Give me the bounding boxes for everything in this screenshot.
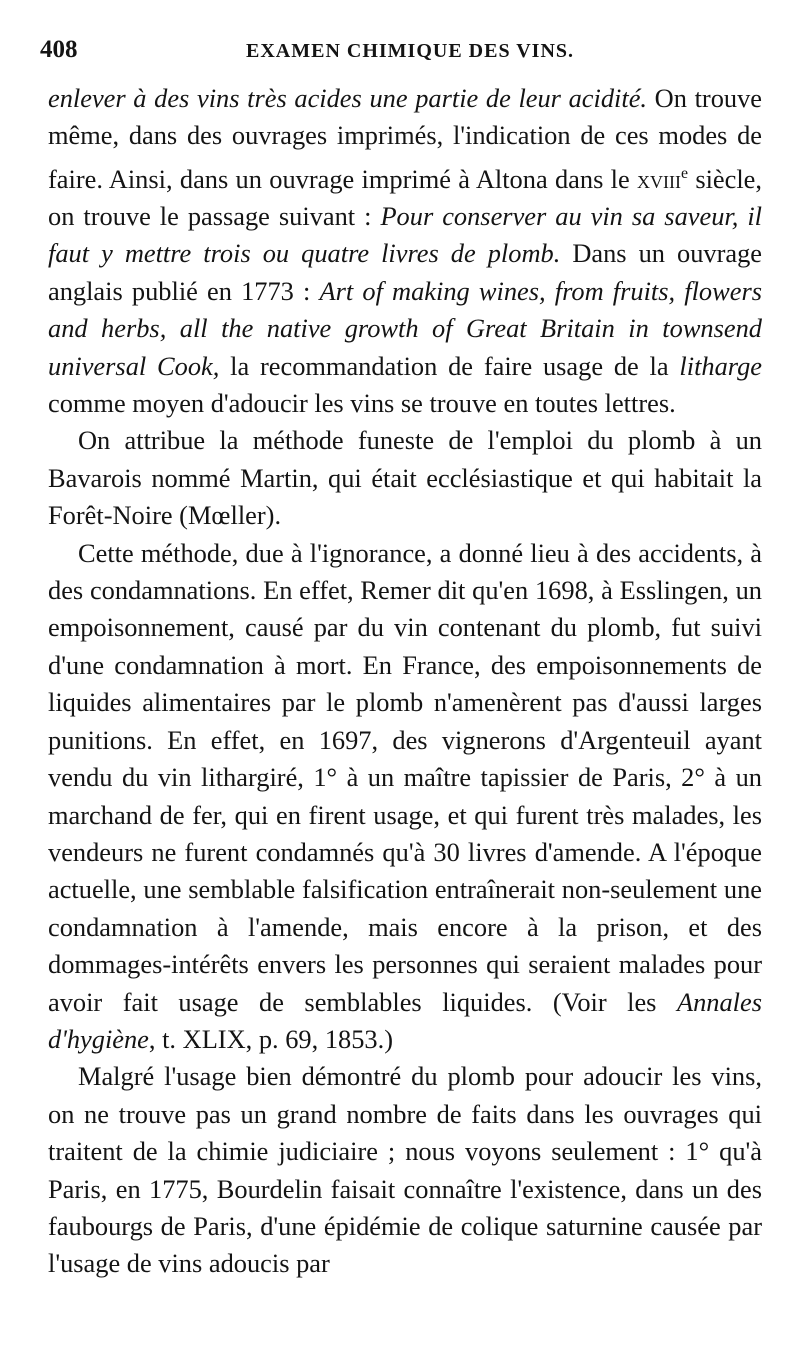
- paragraph: [48, 422, 762, 534]
- text-segment: Annales d'hygiène: [48, 986, 762, 1054]
- text-segment: Malgré l'usage bien démontré du plomb pour adoucir les vins, on ne trouve pas un grand nombre de faits dans les ouvrages qui traitent de la chimie judiciaire ; nous voyons seulement : 1° qu'à Paris, en 1775, Bourdelin faisait connaître l'existence, dans un des faubourgs de Paris, d'une épidémie de colique saturnine causée par l'usage de vins adoucis par: [48, 1061, 762, 1279]
- text-segment: Pour conserver au vin sa saveur, il faut y mettre trois ou quatre livres de plomb.: [48, 201, 762, 269]
- page-number: 408: [40, 36, 78, 63]
- text-segment: enlever à des vins très acides une partie de leur acidité.: [48, 83, 648, 113]
- text-segment: Dans un ouvrage anglais publié en 1773 :: [48, 238, 763, 306]
- text-segment: , t. XLIX, p. 69, 1853.): [148, 1023, 393, 1054]
- text-segment: litharge: [679, 350, 762, 381]
- text-segment: On trouve même, dans des ouvrages imprimés, l'indication de ces modes de faire. Ainsi, dans un ouvrage imprimé à Altona dans le: [48, 83, 762, 194]
- text-segment: xviii: [637, 163, 681, 194]
- paragraph: [48, 80, 762, 422]
- body-text: [48, 80, 762, 1283]
- text-segment: comme moyen d'adoucir les vins se trouve en toutes lettres.: [48, 388, 676, 419]
- page-header: [40, 36, 762, 80]
- text-segment: la recommandation de faire usage de la: [219, 350, 680, 381]
- text-segment: siècle, on trouve le passage suivant :: [48, 163, 762, 232]
- text-segment: e: [680, 164, 689, 182]
- text-segment: Cette méthode, due à l'ignorance, a donné lieu à des accidents, à des condamnations. En effet, Remer dit qu'en 1698, à Esslingen, un empoisonnement, causé par du vin contenant du plomb, fut suivi d'une condamnation à mort. En France, des empoisonnements de liquides alimentaires par le plomb n'amenèrent pas d'aussi larges punitions. En effet, en 1697, des vignerons d'Argenteuil ayant vendu du vin lithargiré, 1° à un maître tapissier de Paris, 2° à un marchand de fer, qui en firent usage, et qui furent très malades, les vendeurs ne furent condamnés qu'à 30 livres d'amende. A l'époque actuelle, une semblable falsification entraînerait non-seulement une condamnation à l'amende, mais encore à la prison, et des dommages-intérêts envers les personnes qui seraient malades pour avoir fait usage de semblables liquides. (Voir les: [48, 537, 762, 1017]
- paragraph: [48, 1058, 762, 1282]
- text-segment: Art of making wines, from fruits, flowers and herbs, all the native growth of Great Britain in townsend universal Cook,: [48, 275, 762, 381]
- text-segment: On attribue la méthode funeste de l'emploi du plomb à un Bavarois nommé Martin, qui était ecclésiastique et qui habitait la Forêt-Noire (Mœller).: [48, 425, 762, 531]
- running-title: EXAMEN CHIMIQUE DES VINS.: [246, 40, 575, 62]
- paragraph: [48, 535, 762, 1059]
